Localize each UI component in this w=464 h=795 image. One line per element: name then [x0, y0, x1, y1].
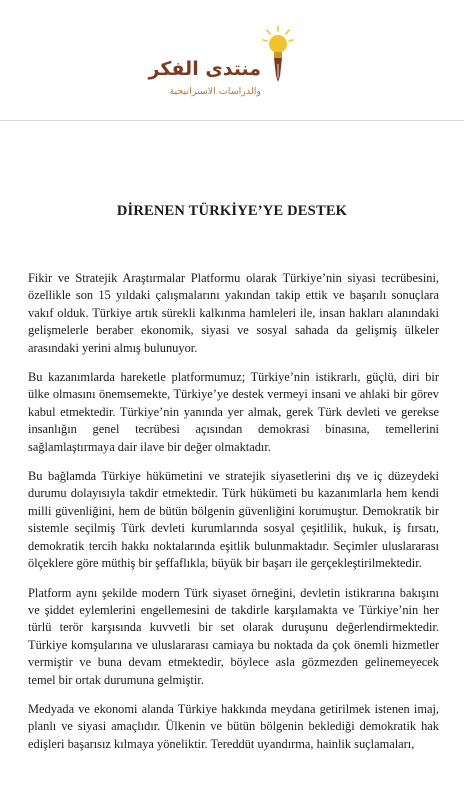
document-title: DİRENEN TÜRKİYE’YE DESTEK	[116, 203, 348, 219]
document-body	[28, 270, 439, 765]
paragraph-4: Platform aynı şekilde modern Türk siyaset örneğini, devletin istikrarına bakışını ve şiddet eylemlerini engellemesini de takdirle karşılamakta ve Türkiye’nin her türlü terör karşısında kuvvetli bir set olarak duruşunu değerlendirmektedir. Türkiye komşularına ve uluslararası camiaya bu noktada da çok önemli hizmetler vermiştir ve buna devam etmektedir, böylece asla gözmezden gelinemeyecek temel bir ortak durumuna gelmiştir.	[28, 585, 439, 687]
paragraph-2: Bu kazanımlarda hareketle platformumuz; Türkiye’nin istikrarlı, güçlü, diri bir ülke olmasını önemsemekte, Türkiye’ye destek vermeyi insani ve ahlaki bir görev kabul etmektedir. Türkiye’nin yanında yer almak, gerek Türk devleti ve gerekse insanlığın genel tecrübesi açısından demokrasi binasına, temellerini sağlamlaştırmaya dair ilave bir değer olmaktadır.	[28, 370, 439, 454]
logo-arabic-name: منتدى الفكر	[148, 58, 261, 80]
paragraph-3: Bu bağlamda Türkiye hükümetini ve stratejik siyasetlerini dış ve iç düzeydeki durumu dolayısıyla takdir etmektedir. Türk hükümeti bu kazanımlarla hem kendi milli güvenliğini, hem de bütün bölgenin güvenliğini korumuştur. Demokratik bir sistemle seçilmiş Türk devleti kurumlarında sosyal çeşitlilik, hukuk, iş fırsatı, demokratik tercih hakkı noktalarında eşitlik bulunmaktadır. Seçimler uluslararası ölçeklere göre müthiş bir şeffaflıkla, büyük bir başarı ile gerçekleştirilmektedir.	[28, 469, 439, 571]
paragraph-5: Medyada ve ekonomi alanda Türkiye hakkında meydana getirilmek istenen imaj, planlı ve siyasi amaçlıdır. Ülkenin ve bütün bölgenin beklediği demokratik hak edişleri başarısız kılmaya yöneliktir. Tereddüt uyandırma, hainlik suçlamaları,	[28, 701, 439, 751]
lightbulb-pen-icon	[261, 24, 295, 86]
page-header	[0, 0, 464, 130]
header-divider	[0, 120, 464, 121]
paragraph-1: Fikir ve Stratejik Araştırmalar Platformu olarak Türkiye’nin siyasi tecrübesini, özellikle son 15 yıldaki çalışmalarını yakından takip ettik ve başarılı sonuçlara vakıf olduk. Türkiye artık sürekli kalkınma hamleleri ile, insan hakları alanındaki gelişmelerle beraber ekonomik, siyasi ve sosyal sahada da gelişmiş ülkeler arasındaki yerini almış bulunuyor.	[28, 271, 439, 355]
forum-logo	[148, 20, 303, 102]
logo-arabic-subtitle: والدراسات الاستراتيجية	[169, 86, 261, 97]
